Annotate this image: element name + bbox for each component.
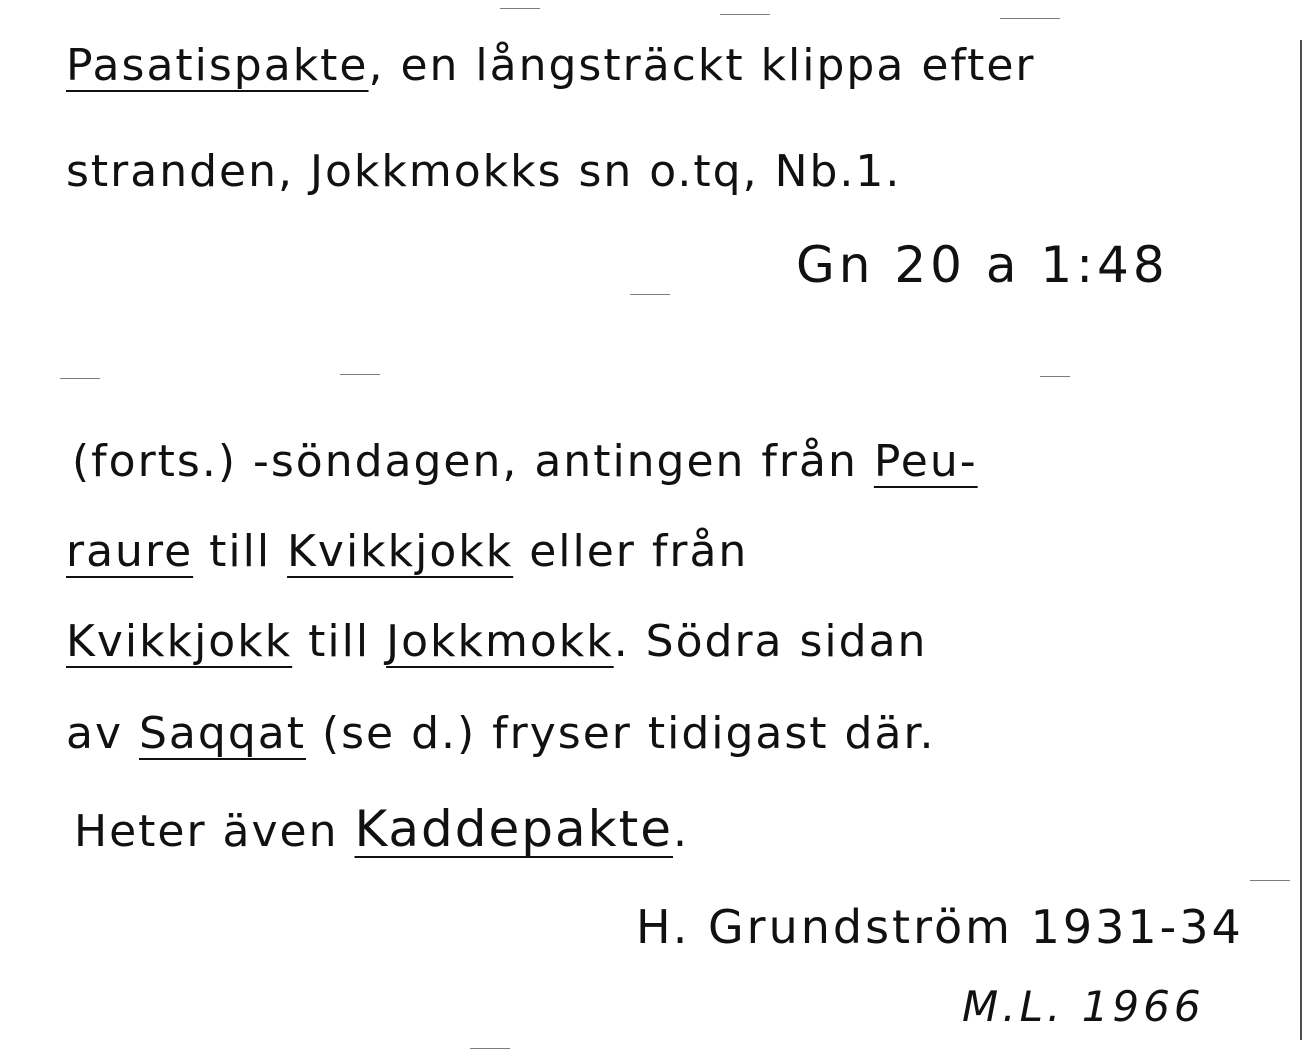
entry-line-1-rest: , en långsträckt klippa efter (368, 40, 1036, 91)
scan-dash (1250, 880, 1290, 881)
place-jokkmokk: Jokkmokk (386, 616, 614, 667)
place-kvikkjokk-2: Kvikkjokk (66, 616, 293, 667)
cont-l2-mid: till (193, 526, 288, 577)
scan-dash (470, 1048, 510, 1049)
entry-line-2-text: stranden, Jokkmokks sn o.tq, Nb.1. (66, 146, 902, 197)
place-kvikkjokk-1: Kvikkjokk (287, 526, 514, 577)
reference-line (796, 236, 1169, 294)
scan-dash (630, 294, 670, 295)
scan-edge-right (1300, 40, 1302, 1040)
initials: M.L. 1966 (962, 982, 1205, 1031)
continuation-line-4 (66, 708, 936, 759)
scan-dash (60, 378, 100, 379)
signature: H. Grundström 1931-34 (636, 900, 1244, 954)
place-saqqat: Saqqat (139, 708, 306, 759)
initials-line (962, 982, 1205, 1031)
place-peuraure-start: Peu- (873, 436, 978, 487)
reference: Gn 20 a 1:48 (796, 236, 1169, 294)
cont-l3-end: . Södra sidan (613, 616, 928, 667)
signature-line (636, 900, 1244, 954)
cont-l4-pre: av (66, 708, 139, 759)
continuation-line-1 (72, 436, 978, 487)
cont-l4-end: (se d.) fryser tidigast där. (305, 708, 936, 759)
cont-l3-mid: till (292, 616, 387, 667)
entry-line-1 (66, 40, 1036, 91)
scan-dash (500, 8, 540, 9)
scan-dash (720, 14, 770, 15)
continuation-line-5 (74, 800, 689, 858)
entry-line-2 (66, 146, 902, 197)
scan-dash (1000, 18, 1060, 19)
cont-l2-end: eller från (513, 526, 749, 577)
scan-dash (340, 374, 380, 375)
continuation-line-2 (66, 526, 749, 577)
place-peuraure-end: raure (66, 526, 194, 577)
headword: Pasatispakte (66, 40, 369, 91)
cont-l5-end: . (673, 806, 689, 857)
cont-l1-pre: (forts.) -söndagen, antingen från (72, 436, 874, 487)
cont-l5-pre: Heter även (74, 806, 355, 857)
scan-dash (1040, 376, 1070, 377)
place-kaddepakte: Kaddepakte (354, 800, 673, 858)
continuation-line-3 (66, 616, 928, 667)
